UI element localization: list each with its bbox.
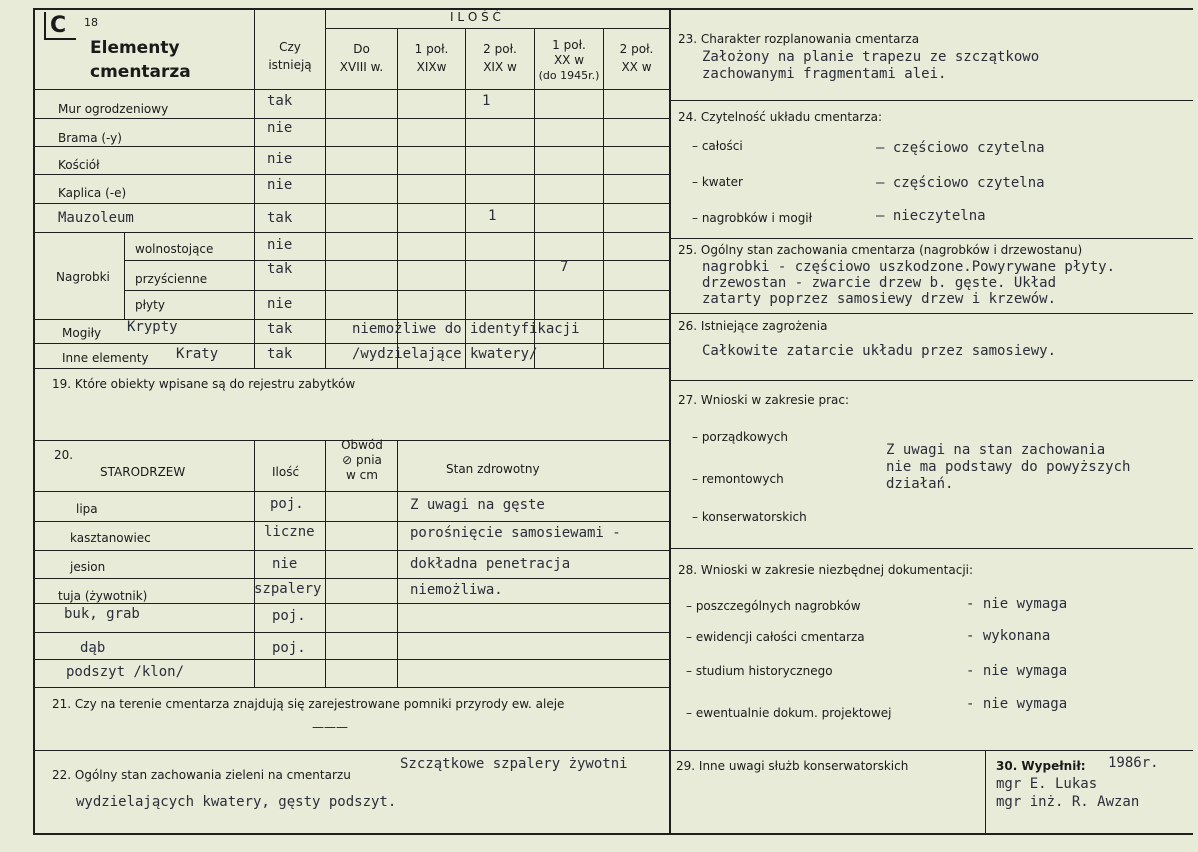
row-quantity: 1 (488, 208, 497, 224)
s24-item-label: – całości (692, 139, 743, 153)
section-30-name-2: mgr inż. R. Awzan (996, 794, 1140, 810)
section-25-typed-3: zatarty poprzez samosiewy drzew i krzewów. (702, 291, 1057, 307)
grid-line (33, 659, 669, 660)
grid-line (33, 603, 669, 604)
grid-line (397, 440, 398, 687)
grid-line (33, 343, 669, 344)
tree-qty: szpalery (254, 581, 322, 597)
grid-line (254, 440, 255, 687)
row-label: Mogiły (62, 326, 102, 340)
s27-item: – porządkowych (692, 430, 788, 444)
s24-item-value: – częściowo czytelna (876, 140, 1045, 156)
col-period-5-l1: 2 poł. (619, 42, 654, 56)
grid-line (124, 290, 669, 291)
row-label: Inne elementy (62, 351, 149, 365)
grid-line (33, 232, 669, 233)
s28-item-label: – ewidencji całości cmentarza (686, 630, 865, 644)
obwod-l1: Obwód (341, 438, 383, 452)
grid-line (33, 203, 669, 204)
section-26-label: 26. Istniejące zagrożenia (678, 319, 828, 333)
section-28-label: 28. Wnioski w zakresie niezbędnej dokumentacji: (678, 563, 974, 577)
table-title-line2: cmentarza (90, 62, 191, 82)
grid-line (33, 118, 669, 119)
grid-line (33, 146, 669, 147)
col-exists-header (258, 38, 322, 74)
grid-line (33, 368, 669, 369)
s24-item-value: – częściowo czytelna (876, 175, 1045, 191)
col-period-4-l2: XX w (553, 53, 585, 67)
row-label: Kościół (58, 158, 100, 172)
obwod-l3: w cm (346, 468, 378, 482)
starodrzew-obwod-header (327, 438, 397, 483)
col-period-2-l2: XIXw (416, 60, 447, 74)
section-21-label: 21. Czy na terenie cmentarza znajdują się zarejestrowane pomniki przyrody ew. aleje (52, 697, 565, 711)
row-exists: tak (267, 346, 293, 362)
row-quantity: 1 (482, 93, 491, 109)
tree-name: dąb (80, 640, 106, 656)
row-note: /wydzielające kwatery/ (352, 346, 538, 362)
table-title-line1: Elementy (90, 38, 180, 58)
grid-line (669, 238, 1193, 239)
col-period-2-l1: 1 poł. (414, 42, 449, 56)
card-code-number: 18 (84, 16, 98, 29)
obwod-l2: ⊘ pnia (342, 453, 382, 467)
row-typed: Kraty (176, 346, 219, 362)
grid-line (33, 550, 669, 551)
tree-name: kasztanowiec (70, 531, 151, 545)
section-22-typed-2: wydzielających kwatery, gęsty podszyt. (76, 794, 397, 810)
section-27-typed-3: działań. (886, 476, 954, 492)
row-label: Mauzoleum (58, 210, 134, 226)
tree-name: podszyt /klon/ (66, 664, 185, 680)
s24-item-value: – nieczytelna (876, 208, 986, 224)
col-period-1-l2: XVIII w. (339, 60, 384, 74)
grid-line (669, 313, 1193, 314)
section-27-typed-1: Z uwagi na stan zachowania (886, 442, 1106, 458)
grid-line (325, 440, 326, 687)
grid-line (985, 750, 986, 834)
row-exists: tak (267, 93, 293, 109)
tree-name: tuja (żywotnik) (58, 589, 148, 603)
grid-line (325, 28, 669, 29)
col-period-3-l1: 2 poł. (483, 42, 517, 56)
grid-line (33, 687, 669, 688)
row-label: przyścienne (135, 272, 208, 286)
row-exists: nie (267, 151, 293, 167)
section-25-typed-2: drzewostan - zwarcie drzew b. gęste. Układ (702, 275, 1057, 291)
tree-name: jesion (70, 560, 106, 574)
section-23-label: 23. Charakter rozplanowania cmentarza (678, 32, 920, 46)
starodrzew-state-header: Stan zdrowotny (446, 462, 540, 476)
s28-item-value: - nie wymaga (966, 663, 1068, 679)
starodrzew-qty-header: Ilość (272, 465, 300, 479)
row-note: niemożliwe do identyfikacji (352, 321, 580, 337)
center-divider (669, 8, 671, 835)
row-exists: tak (267, 210, 293, 226)
col-period-2 (398, 40, 465, 76)
col-period-1-l1: Do (353, 42, 370, 56)
s28-item-label: – studium historycznego (686, 664, 833, 678)
tree-qty: poj. (272, 608, 306, 624)
row-label: wolnostojące (135, 242, 214, 256)
section-27-typed-2: nie ma podstawy do powyższych (886, 459, 1131, 475)
section-23-typed-2: zachowanymi fragmentami alei. (702, 66, 947, 82)
s28-item-value: - nie wymaga (966, 696, 1068, 712)
col-exists-line2: istnieją (268, 58, 312, 72)
section-30-label: 30. Wypełnił: (996, 759, 1086, 773)
row-exists: tak (267, 261, 293, 277)
nagrobki-label: Nagrobki (56, 270, 110, 284)
grid-line (669, 380, 1193, 381)
tree-qty: liczne (264, 524, 315, 540)
s24-item-label: – kwater (692, 175, 743, 189)
section-21-answer: ——— (312, 720, 348, 734)
tree-state-line: Z uwagi na gęste (410, 497, 545, 513)
s28-item-label: – poszczególnych nagrobków (686, 599, 861, 613)
row-exists: nie (267, 120, 293, 136)
s27-item: – konserwatorskich (692, 510, 807, 524)
row-label: Kaplica (-e) (58, 186, 127, 200)
quantity-header: I L O Ś Ć (450, 10, 501, 24)
col-period-5 (604, 40, 669, 76)
tree-qty: poj. (270, 496, 304, 512)
row-typed: Krypty (127, 319, 178, 335)
section-26-typed: Całkowite zatarcie układu przez samosiewy. (702, 343, 1057, 359)
s27-item: – remontowych (692, 472, 784, 486)
grid-line (33, 632, 669, 633)
section-30-name-1: mgr E. Lukas (996, 776, 1098, 792)
tree-state-line: dokładna penetracja (410, 556, 571, 572)
s28-item-label: – ewentualnie dokum. projektowej (686, 706, 892, 720)
section-24-label: 24. Czytelność układu cmentarza: (678, 110, 883, 124)
col-period-1 (326, 40, 397, 76)
row-label: płyty (135, 298, 165, 312)
section-25-label: 25. Ogólny stan zachowania cmentarza (nagrobków i drzewostanu) (678, 243, 1083, 257)
tree-name: lipa (76, 502, 98, 516)
tree-qty: poj. (272, 640, 306, 656)
border-left (33, 8, 35, 835)
grid-line (33, 174, 669, 175)
section-19-label: 19. Które obiekty wpisane są do rejestru zabytków (52, 377, 356, 391)
tree-qty: nie (272, 556, 298, 572)
section-25-typed-1: nagrobki - częściowo uszkodzone.Powyrywane płyty. (702, 259, 1116, 275)
col-period-5-l2: XX w (621, 60, 652, 74)
s28-item-value: - nie wymaga (966, 596, 1068, 612)
col-period-3 (466, 40, 534, 76)
grid-line (33, 750, 1193, 751)
col-period-4 (535, 38, 603, 83)
row-label: Mur ogrodzeniowy (58, 102, 169, 116)
border-bottom (33, 833, 1193, 835)
tree-state-line: porośnięcie samosiewami - (410, 525, 621, 541)
tree-state-line: niemożliwa. (410, 582, 503, 598)
card-code-letter: C (50, 13, 67, 38)
section-22-typed-1: Szczątkowe szpalery żywotni (400, 756, 628, 772)
tree-name: buk, grab (64, 606, 140, 622)
col-exists-line1: Czy (279, 40, 301, 54)
section-27-label: 27. Wnioski w zakresie prac: (678, 393, 850, 407)
row-exists: nie (267, 237, 293, 253)
grid-line (33, 521, 669, 522)
col-period-4-l3: (do 1945r.) (538, 69, 600, 82)
border-top (33, 8, 1193, 10)
s28-item-value: - wykonana (966, 628, 1051, 644)
starodrzew-header: STARODRZEW (100, 465, 186, 479)
grid-line (254, 8, 255, 368)
row-exists: nie (267, 177, 293, 193)
section-23-typed-1: Założony na planie trapezu ze szczątkowo (702, 49, 1040, 65)
row-label: Brama (-y) (58, 131, 122, 145)
section-29-label: 29. Inne uwagi służb konserwatorskich (676, 759, 909, 773)
grid-line (397, 28, 398, 368)
grid-line (33, 491, 669, 492)
row-quantity: 7 (560, 259, 569, 275)
grid-line (465, 28, 466, 368)
col-period-4-l1: 1 poł. (552, 38, 586, 52)
grid-line (124, 260, 669, 261)
grid-line (603, 28, 604, 368)
s24-item-label: – nagrobków i mogił (692, 211, 813, 225)
grid-line (33, 578, 669, 579)
grid-line (124, 232, 125, 320)
grid-line (33, 89, 669, 90)
section-30-year: 1986r. (1108, 755, 1159, 771)
section-20-number: 20. (54, 448, 74, 462)
grid-line (669, 100, 1193, 101)
section-22-label: 22. Ogólny stan zachowania zieleni na cmentarzu (52, 768, 351, 782)
col-period-3-l2: XIX w (483, 60, 517, 74)
row-exists: tak (267, 321, 293, 337)
grid-line (669, 548, 1193, 549)
row-exists: nie (267, 296, 293, 312)
